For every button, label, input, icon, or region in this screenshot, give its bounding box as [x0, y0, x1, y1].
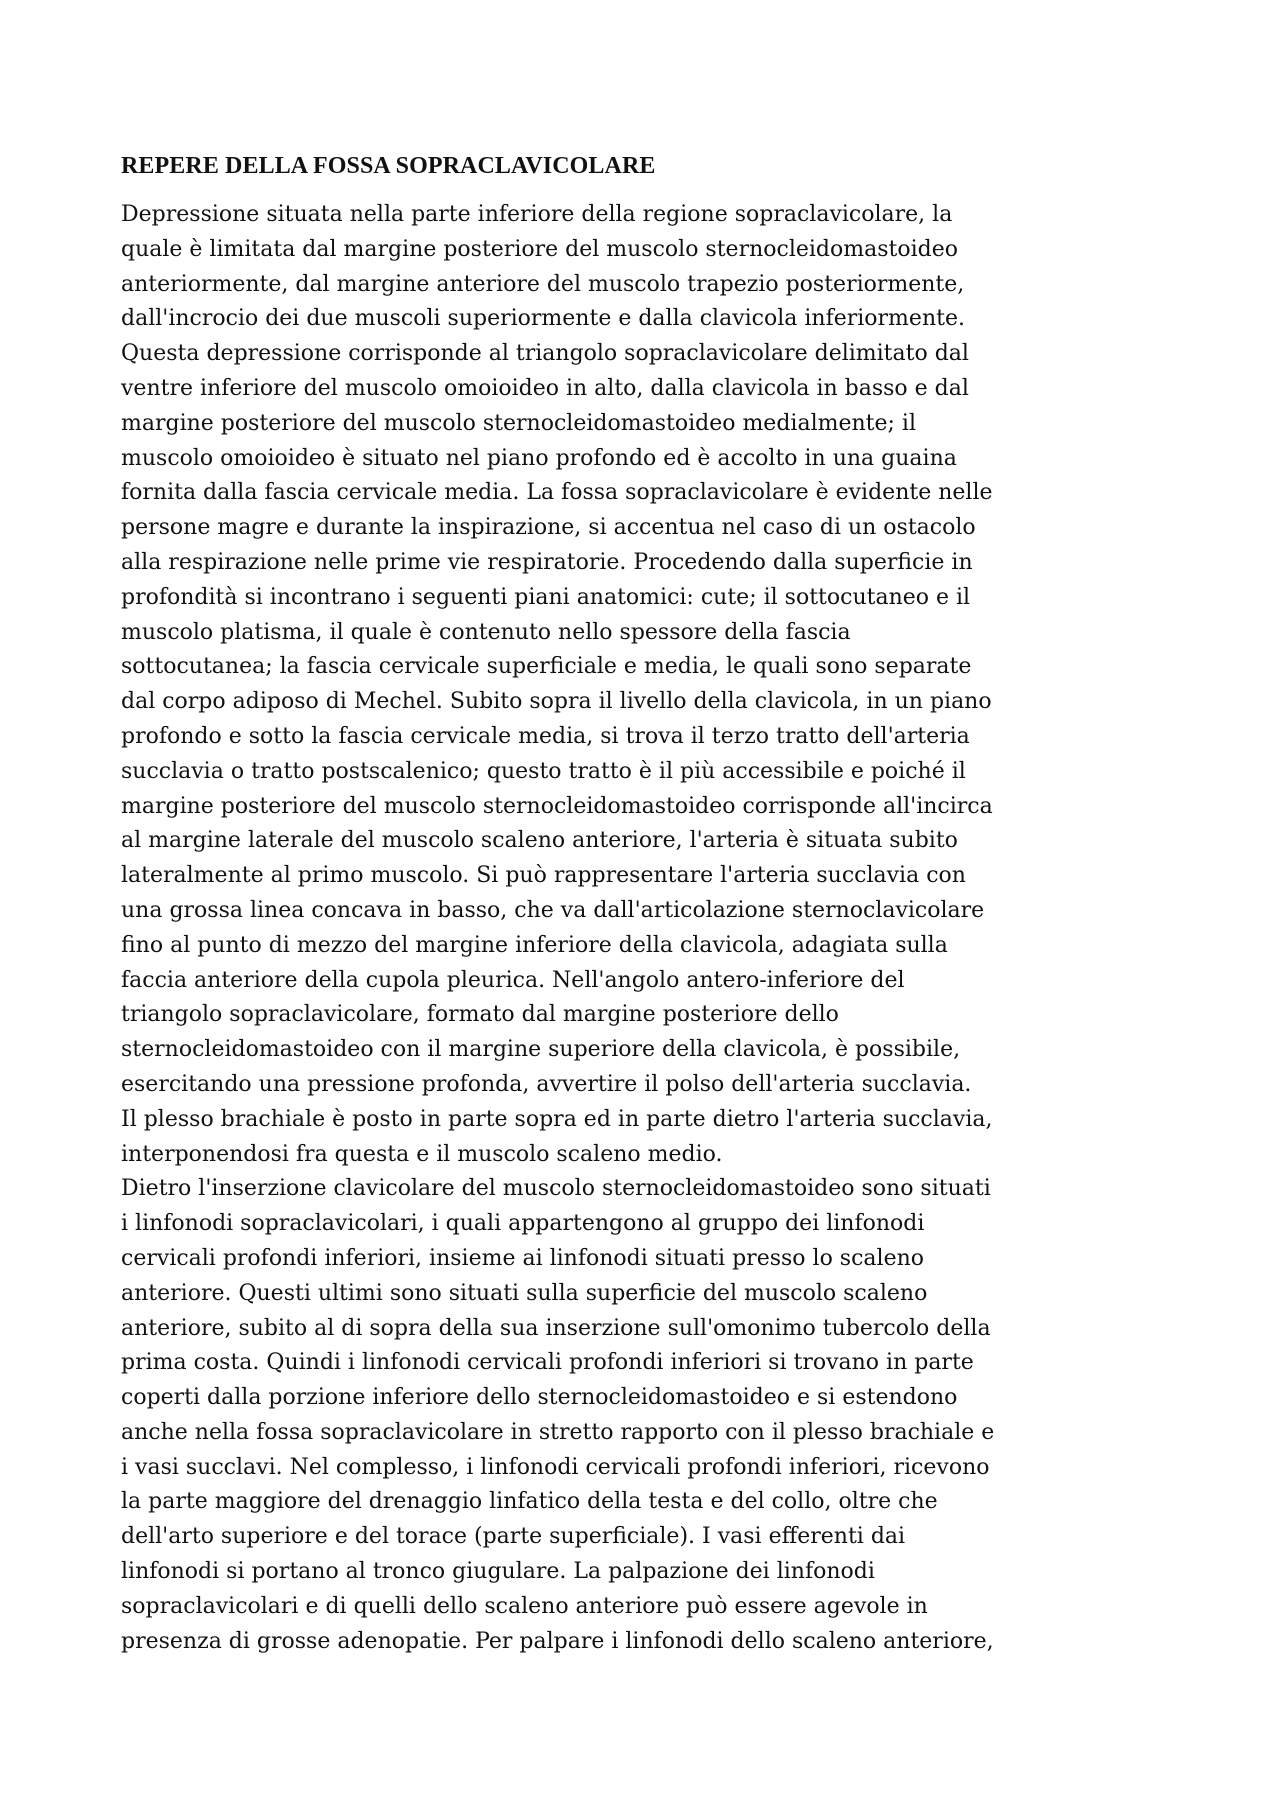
text-line: i linfonodi sopraclavicolari, i quali appartengono al gruppo dei linfonodi — [121, 1211, 925, 1237]
text-line: Il plesso brachiale è posto in parte sopra ed in parte dietro l'arteria succlavia, — [121, 1106, 993, 1132]
text-line: succlavia o tratto postscalenico; questo tratto è il più accessibile e poiché il — [121, 758, 966, 784]
text-line: faccia anteriore della cupola pleurica. Nell'angolo antero-inferiore del — [121, 967, 905, 993]
text-line: i vasi succlavi. Nel complesso, i linfonodi cervicali profondi inferiori, ricevono — [121, 1454, 990, 1480]
text-line: persone magre e durante la inspirazione, si accentua nel caso di un ostacolo — [121, 515, 976, 541]
text-line: anteriore, subito al di sopra della sua inserzione sull'omonimo tubercolo della — [121, 1315, 991, 1341]
body-text — [121, 198, 1161, 1659]
text-line: lateralmente al primo muscolo. Si può rappresentare l'arteria succlavia con — [121, 863, 966, 889]
text-line: linfonodi si portano al tronco giugulare. La palpazione dei linfonodi — [121, 1559, 875, 1585]
text-line: sternocleidomastoideo con il margine superiore della clavicola, è possibile, — [121, 1037, 961, 1063]
text-line: Depressione situata nella parte inferiore della regione sopraclavicolare, la — [121, 202, 953, 227]
text-line: muscolo omoioideo è situato nel piano profondo ed è accolto in una guaina — [121, 445, 957, 471]
text-line: dall'incrocio dei due muscoli superiormente e dalla clavicola inferiormente. — [121, 306, 965, 332]
text-line: al margine laterale del muscolo scaleno anteriore, l'arteria è situata subito — [121, 828, 958, 854]
text-line: quale è limitata dal margine posteriore del muscolo sternocleidomastoideo — [121, 236, 958, 262]
text-line: cervicali profondi inferiori, insieme ai linfonodi situati presso lo scaleno — [121, 1245, 924, 1271]
text-line: profondo e sotto la fascia cervicale media, si trova il terzo tratto dell'arteria — [121, 723, 970, 749]
text-line: sottocutanea; la fascia cervicale superficiale e media, le quali sono separate — [121, 654, 972, 680]
text-line: anteriormente, dal margine anteriore del muscolo trapezio posteriormente, — [121, 271, 965, 297]
text-line: fornita dalla fascia cervicale media. La fossa sopraclavicolare è evidente nelle — [121, 480, 993, 506]
text-line: muscolo platisma, il quale è contenuto nello spessore della fascia — [121, 619, 851, 645]
text-line: triangolo sopraclavicolare, formato dal margine posteriore dello — [121, 1002, 839, 1028]
text-line: prima costa. Quindi i linfonodi cervicali profondi inferiori si trovano in parte — [121, 1350, 974, 1376]
text-line: ventre inferiore del muscolo omoioideo in alto, dalla clavicola in basso e dal — [121, 375, 969, 401]
document-body — [121, 150, 1161, 1659]
text-line: interponendosi fra questa e il muscolo scaleno medio. — [121, 1141, 723, 1167]
text-line: esercitando una pressione profonda, avvertire il polso dell'arteria succlavia. — [121, 1071, 972, 1097]
text-line: coperti dalla porzione inferiore dello sternocleidomastoideo e si estendono — [121, 1385, 958, 1411]
text-line: margine posteriore del muscolo sternocleidomastoideo corrisponde all'incirca — [121, 793, 993, 819]
document-title: REPERE DELLA FOSSA SOPRACLAVICOLARE — [121, 153, 656, 179]
text-line: fino al punto di mezzo del margine inferiore della clavicola, adagiata sulla — [121, 932, 948, 958]
text-line: la parte maggiore del drenaggio linfatico della testa e del collo, oltre che — [121, 1489, 938, 1515]
text-line: Questa depressione corrisponde al triangolo sopraclavicolare delimitato dal — [121, 341, 969, 367]
text-line: dell'arto superiore e del torace (parte superficiale). I vasi efferenti dai — [121, 1524, 906, 1550]
text-line: Dietro l'inserzione clavicolare del muscolo sternocleidomastoideo sono situati — [121, 1176, 991, 1202]
text-line: presenza di grosse adenopatie. Per palpare i linfonodi dello scaleno anteriore, — [121, 1628, 994, 1654]
text-line: dal corpo adiposo di Mechel. Subito sopra il livello della clavicola, in un piano — [121, 689, 992, 715]
text-line: profondità si incontrano i seguenti piani anatomici: cute; il sottocutaneo e il — [121, 584, 971, 610]
text-line: margine posteriore del muscolo sternocleidomastoideo medialmente; il — [121, 410, 916, 436]
text-line: anteriore. Questi ultimi sono situati sulla superficie del muscolo scaleno — [121, 1280, 928, 1306]
text-line: una grossa linea concava in basso, che va dall'articolazione sternoclavicolare — [121, 897, 985, 923]
text-line: sopraclavicolari e di quelli dello scaleno anteriore può essere agevole in — [121, 1593, 928, 1619]
text-line: alla respirazione nelle prime vie respiratorie. Procedendo dalla superficie in — [121, 549, 973, 575]
text-line: anche nella fossa sopraclavicolare in stretto rapporto con il plesso brachiale e — [121, 1419, 995, 1445]
